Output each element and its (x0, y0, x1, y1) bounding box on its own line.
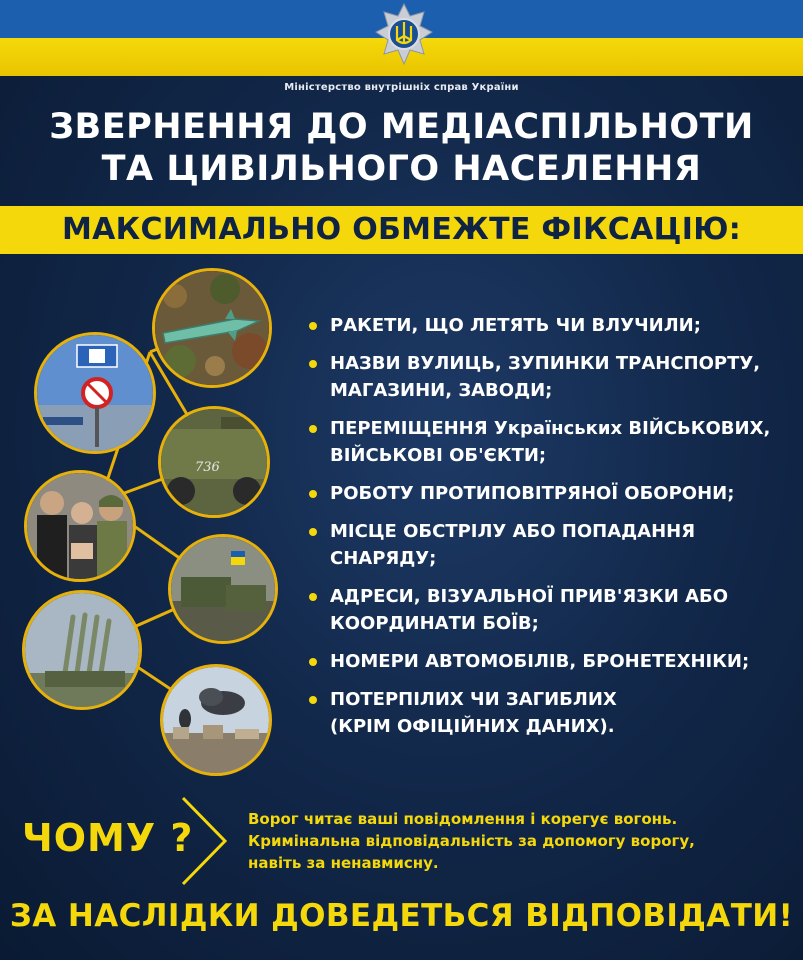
list-item: МІСЦЕ ОБСТРІЛУ АБО ПОПАДАННЯ СНАРЯДУ; (306, 518, 796, 572)
photo-street-sign (34, 332, 156, 454)
photo-air-defense (22, 590, 142, 710)
vehicle-number: 736 (195, 460, 220, 475)
restriction-list (306, 312, 796, 751)
title-line-2: ТА ЦИВІЛЬНОГО НАСЕЛЕННЯ (101, 149, 702, 189)
list-item: ПЕРЕМІЩЕННЯ Українських ВІЙСЬКОВИХ, ВІЙСЬКОВІ ОБ'ЄКТИ; (306, 415, 796, 469)
why-explanation (248, 808, 793, 874)
list-item: АДРЕСИ, ВІЗУАЛЬНОЇ ПРИВ'ЯЗКИ АБО КООРДИНАТИ БОЇВ; (306, 583, 796, 637)
why-line-2: Кримінальна відповідальність за допомогу ворогу, (248, 832, 695, 850)
list-item: РОБОТУ ПРОТИПОВІТРЯНОЇ ОБОРОНИ; (306, 480, 796, 507)
list-item: НАЗВИ ВУЛИЦЬ, ЗУПИНКИ ТРАНСПОРТУ, МАГАЗИНИ, ЗАВОДИ; (306, 350, 796, 404)
photo-civilians-soldier (24, 470, 136, 582)
list-item: НОМЕРИ АВТОМОБІЛІВ, БРОНЕТЕХНІКИ; (306, 648, 796, 675)
list-item: РАКЕТИ, ЩО ЛЕТЯТЬ ЧИ ВЛУЧИЛИ; (306, 312, 796, 339)
why-label: ЧОМУ ? (22, 816, 194, 860)
why-line-1: Ворог читає ваші повідомлення і корегує вогонь. (248, 810, 678, 828)
ministry-name: Міністерство внутрішніх справ України (284, 82, 519, 93)
footer-warning: ЗА НАСЛІДКИ ДОВЕДЕТЬСЯ ВІДПОВІДАТИ! (9, 898, 794, 934)
list-item: ПОТЕРПІЛИХ ЧИ ЗАГИБЛИХ (КРІМ ОФІЦІЙНИХ ДАНИХ). (306, 686, 796, 740)
photo-military-convoy (168, 534, 278, 644)
photo-missile (152, 268, 272, 388)
why-line-3: навіть за ненавмисну. (248, 854, 439, 872)
banner-heading: МАКСИМАЛЬНО ОБМЕЖТЕ ФІКСАЦІЮ: (61, 212, 742, 247)
photo-shelling-smoke (160, 664, 272, 776)
title-line-1: ЗВЕРНЕННЯ ДО МЕДІАСПІЛЬНОТИ (49, 107, 754, 147)
chevron-right-icon (175, 794, 235, 888)
